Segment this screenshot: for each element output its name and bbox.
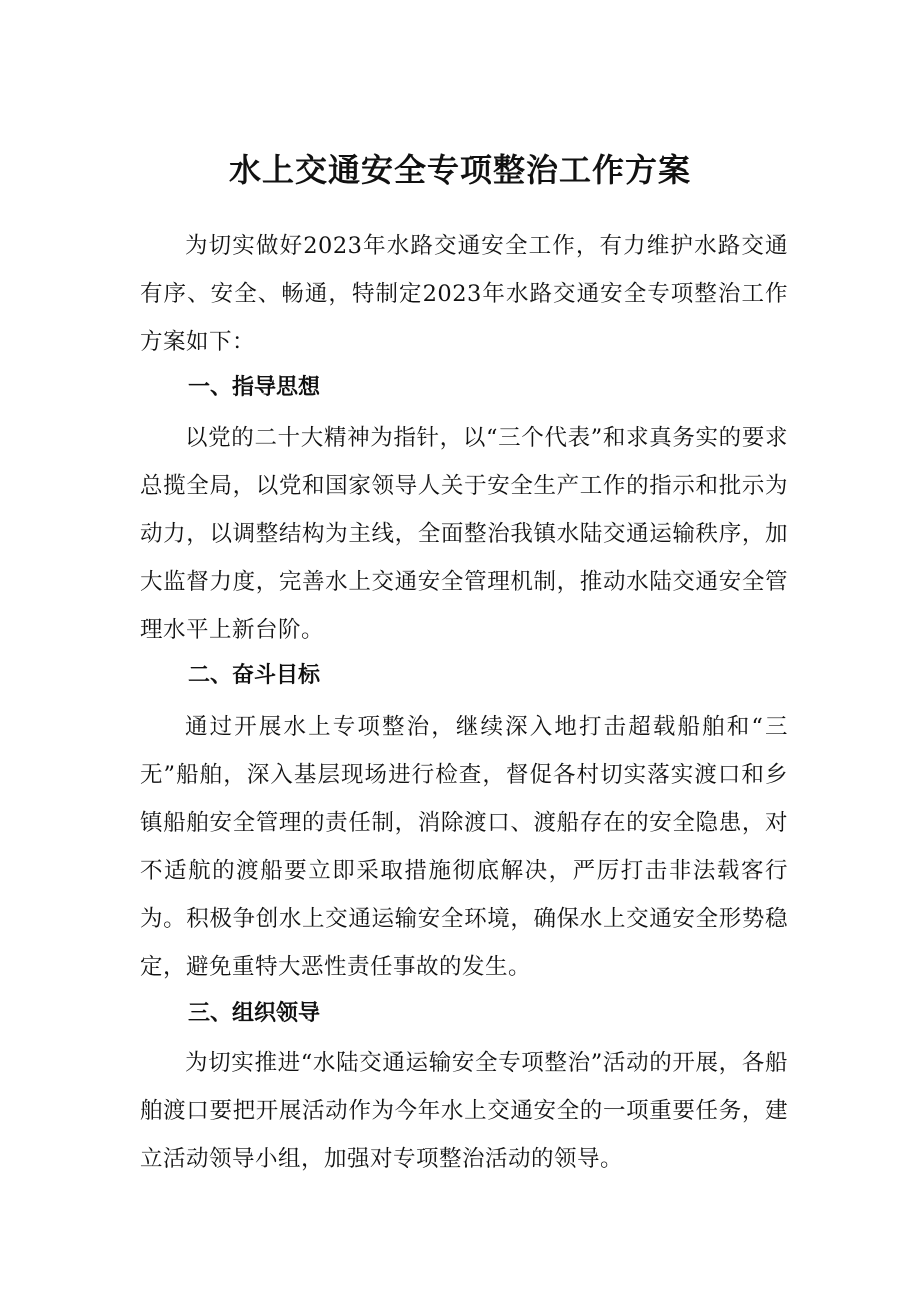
page-title: 水上交通安全专项整治工作方案 [228, 151, 691, 189]
section-body-goals: 通过开展水上专项整治，继续深入地打击超载船舶和“三无”船舶，深入基层现场进行检查，督促各村切实落实渡口和乡镇船舶安全管理的责任制，消除渡口、渡船存在的安全隐患，对不适航的渡船要立即采取措施彻底解决，严厉打击非法载客行为。积极争创水上交通运输安全环境，确保水上交通安全形势稳定，避免重特大恶性责任事故的发生。 [140, 714, 788, 980]
section-body-guiding-ideology: 以党的二十大精神为指针，以“三个代表”和求真务实的要求总揽全局，以党和国家领导人关于安全生产工作的指示和批示为动力，以调整结构为主线，全面整治我镇水陆交通运输秩序，加大监督力度，完善水上交通安全管理机制，推动水陆交通安全管理水平上新台阶。 [140, 425, 788, 643]
section-heading-guiding-ideology: 一、指导思想 [188, 375, 321, 400]
section-heading-goals: 二、奋斗目标 [188, 663, 321, 688]
intro-paragraph: 为切实做好2023年水路交通安全工作，有力维护水路交通有序、安全、畅通，特制定2023年水路交通安全专项整治工作方案如下： [140, 233, 788, 355]
section-body-organization-leadership: 为切实推进“水陆交通运输安全专项整治”活动的开展，各船舶渡口要把开展活动作为今年水上交通安全的一项重要任务，建立活动领导小组，加强对专项整治活动的领导。 [140, 1050, 788, 1172]
section-heading-organization-leadership: 三、组织领导 [188, 1001, 321, 1026]
